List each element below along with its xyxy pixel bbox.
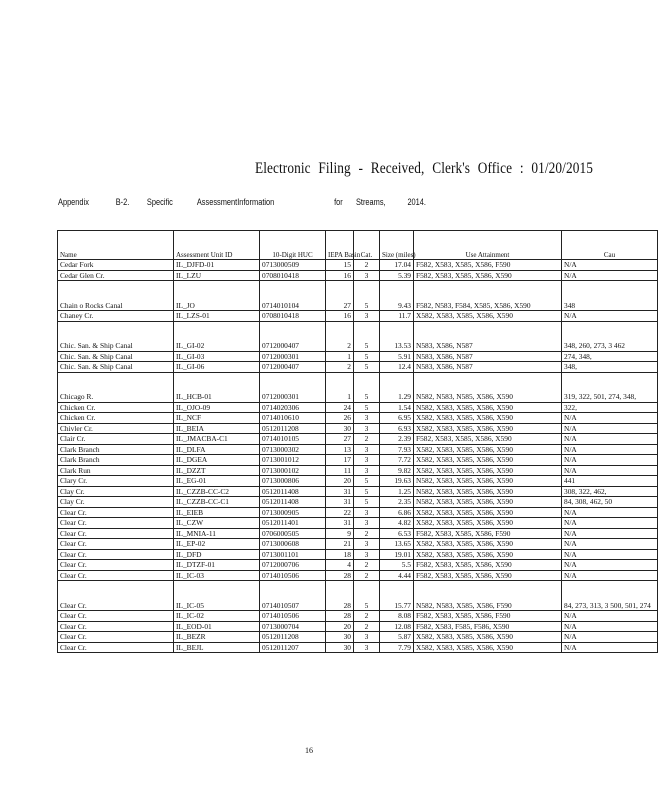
cell-unit-id: IL_DJFD-01	[174, 260, 260, 271]
cell-cause: N/A	[562, 434, 658, 445]
cell-cause: N/A	[562, 444, 658, 455]
cell-unit-id: IL_HCB-01	[174, 372, 260, 402]
column-header-unit-id: Assessment Unit ID	[174, 231, 260, 260]
cell-use-attainment: F582, X583, X585, X586, X590	[414, 434, 562, 445]
cell-size: 5.91	[380, 351, 414, 362]
cell-basin: 31	[326, 497, 354, 508]
appendix-title-part: B-2.	[115, 197, 130, 208]
cell-category: 5	[354, 281, 380, 311]
appendix-title-part: for	[334, 197, 343, 208]
cell-use-attainment: F582, X583, X585, X586, F590	[414, 611, 562, 622]
column-header-size: Size (miles)	[380, 231, 414, 260]
cell-name: Chicago R.	[58, 372, 174, 402]
cell-basin: 11	[326, 465, 354, 476]
cell-huc: 0712000706	[260, 560, 326, 571]
column-header-cause: Cau	[562, 231, 658, 260]
cell-size: 1.25	[380, 486, 414, 497]
cell-size: 6.93	[380, 423, 414, 434]
page-number: 16	[305, 746, 313, 755]
cell-use-attainment: F582, X583, F585, F586, X590	[414, 621, 562, 632]
cell-name: Clay Cr.	[58, 486, 174, 497]
cell-basin: 26	[326, 413, 354, 424]
cell-use-attainment: X582, X583, X585, X586, X590	[414, 444, 562, 455]
cell-unit-id: IL_DFD	[174, 549, 260, 560]
cell-cause: N/A	[562, 311, 658, 322]
cell-name: Clark Branch	[58, 444, 174, 455]
table-row	[58, 455, 658, 466]
cell-basin: 24	[326, 402, 354, 413]
cell-huc: 0714010104	[260, 281, 326, 311]
cell-huc: 0714010105	[260, 434, 326, 445]
cell-size: 9.43	[380, 281, 414, 311]
cell-basin: 27	[326, 281, 354, 311]
cell-size: 1.54	[380, 402, 414, 413]
cell-use-attainment: X582, X583, X585, X586, X590	[414, 455, 562, 466]
cell-basin: 21	[326, 539, 354, 550]
cell-unit-id: IL_DZZT	[174, 465, 260, 476]
cell-category: 5	[354, 321, 380, 351]
cell-basin: 30	[326, 632, 354, 643]
appendix-title-part: Appendix	[58, 197, 89, 208]
cell-use-attainment: X582, X583, X585, X586, X590	[414, 518, 562, 529]
cell-category: 5	[354, 362, 380, 373]
cell-size: 11.7	[380, 311, 414, 322]
cell-basin: 2	[326, 321, 354, 351]
cell-basin: 31	[326, 486, 354, 497]
table-row	[58, 632, 658, 643]
cell-use-attainment: N582, X583, X585, X586, X590	[414, 497, 562, 508]
cell-huc: 0708010418	[260, 270, 326, 281]
cell-size: 6.86	[380, 507, 414, 518]
table-row	[58, 413, 658, 424]
header-word: Received,	[370, 160, 425, 177]
cell-category: 5	[354, 486, 380, 497]
cell-cause: N/A	[562, 632, 658, 643]
table-row	[58, 642, 658, 653]
cell-name: Clear Cr.	[58, 570, 174, 581]
cell-basin: 28	[326, 611, 354, 622]
cell-use-attainment: N582, X583, X585, X586, X590	[414, 402, 562, 413]
cell-use-attainment: X582, X583, X585, X586, X590	[414, 413, 562, 424]
cell-unit-id: IL_IC-03	[174, 570, 260, 581]
cell-basin: 27	[326, 434, 354, 445]
cell-cause: 322,	[562, 402, 658, 413]
cell-category: 3	[354, 507, 380, 518]
cell-huc: 0712000407	[260, 321, 326, 351]
cell-unit-id: IL_NCF	[174, 413, 260, 424]
cell-name: Chaney Cr.	[58, 311, 174, 322]
cell-cause: 348	[562, 281, 658, 311]
cell-use-attainment: N582, N583, N585, X586, X590	[414, 372, 562, 402]
cell-size: 7.79	[380, 642, 414, 653]
table-row	[58, 549, 658, 560]
appendix-title-part: 2014.	[407, 197, 426, 208]
cell-name: Chain o Rocks Canal	[58, 281, 174, 311]
cell-unit-id: IL_JO	[174, 281, 260, 311]
cell-basin: 9	[326, 528, 354, 539]
table-row	[58, 423, 658, 434]
cell-name: Chicken Cr.	[58, 402, 174, 413]
cell-unit-id: IL_BEZR	[174, 632, 260, 643]
cell-basin: 1	[326, 372, 354, 402]
cell-cause: N/A	[562, 455, 658, 466]
cell-category: 2	[354, 560, 380, 571]
cell-unit-id: IL_CZZB-CC-C1	[174, 497, 260, 508]
cell-cause: N/A	[562, 611, 658, 622]
cell-huc: 0713000608	[260, 539, 326, 550]
cell-size: 19.01	[380, 549, 414, 560]
cell-huc: 0714020306	[260, 402, 326, 413]
cell-size: 5.5	[380, 560, 414, 571]
cell-unit-id: IL_IC-02	[174, 611, 260, 622]
cell-name: Clay Cr.	[58, 497, 174, 508]
cell-unit-id: IL_DTZF-01	[174, 560, 260, 571]
cell-category: 3	[354, 311, 380, 322]
cell-cause: N/A	[562, 621, 658, 632]
cell-unit-id: IL_BEIA	[174, 423, 260, 434]
cell-basin: 20	[326, 476, 354, 487]
cell-unit-id: IL_LZS-01	[174, 311, 260, 322]
cell-size: 2.39	[380, 434, 414, 445]
assessment-table	[57, 230, 658, 653]
cell-category: 5	[354, 497, 380, 508]
cell-cause: 308, 322, 462,	[562, 486, 658, 497]
cell-category: 3	[354, 270, 380, 281]
header-word: -	[358, 160, 364, 177]
cell-huc: 0713000806	[260, 476, 326, 487]
cell-category: 5	[354, 476, 380, 487]
column-header-huc: 10-Digit HUC	[260, 231, 326, 260]
cell-basin: 1	[326, 351, 354, 362]
cell-use-attainment: X582, X583, X585, X586, X590	[414, 311, 562, 322]
table-row	[58, 497, 658, 508]
cell-huc: 0512011401	[260, 518, 326, 529]
cell-huc: 0512011208	[260, 632, 326, 643]
appendix-title-part: AssessmentInformation	[196, 197, 275, 208]
cell-unit-id: IL_BEJL	[174, 642, 260, 653]
cell-name: Chic. San. & Ship Canal	[58, 351, 174, 362]
table-row	[58, 434, 658, 445]
cell-basin: 31	[326, 518, 354, 529]
cell-use-attainment: X582, X583, X585, X586, X590	[414, 507, 562, 518]
cell-basin: 30	[326, 642, 354, 653]
cell-huc: 0512011408	[260, 486, 326, 497]
cell-category: 3	[354, 423, 380, 434]
table-body	[58, 260, 658, 653]
cell-category: 2	[354, 528, 380, 539]
cell-cause: N/A	[562, 465, 658, 476]
cell-cause: 348, 260, 273, 3 462	[562, 321, 658, 351]
cell-size: 8.08	[380, 611, 414, 622]
table-row	[58, 444, 658, 455]
cell-name: Chivler Cr.	[58, 423, 174, 434]
cell-category: 2	[354, 570, 380, 581]
cell-cause: 274, 348,	[562, 351, 658, 362]
cell-basin: 28	[326, 570, 354, 581]
cell-cause: 348,	[562, 362, 658, 373]
table-row	[58, 518, 658, 529]
cell-basin: 2	[326, 362, 354, 373]
cell-unit-id: IL_MNIA-11	[174, 528, 260, 539]
cell-basin: 4	[326, 560, 354, 571]
cell-huc: 0708010418	[260, 311, 326, 322]
header-word: Electronic	[255, 160, 311, 177]
cell-cause: 84, 273, 313, 3 500, 501, 274	[562, 581, 658, 611]
cell-huc: 0713000905	[260, 507, 326, 518]
cell-size: 12.08	[380, 621, 414, 632]
cell-size: 19.63	[380, 476, 414, 487]
table-row	[58, 362, 658, 373]
cell-name: Chic. San. & Ship Canal	[58, 321, 174, 351]
appendix-title-part: Specific	[146, 197, 173, 208]
cell-huc: 0512011408	[260, 497, 326, 508]
cell-huc: 0512011207	[260, 642, 326, 653]
table-row	[58, 507, 658, 518]
table-row	[58, 270, 658, 281]
cell-huc: 0713000302	[260, 444, 326, 455]
cell-use-attainment: F582, X583, X585, X586, F590	[414, 528, 562, 539]
cell-unit-id: IL_DGEA	[174, 455, 260, 466]
cell-use-attainment: X582, X583, X585, X586, X590	[414, 423, 562, 434]
table-row	[58, 611, 658, 622]
cell-huc: 0714010506	[260, 611, 326, 622]
table-row	[58, 311, 658, 322]
cell-name: Cedar Fork	[58, 260, 174, 271]
header-word: Office	[477, 160, 513, 177]
table-row	[58, 539, 658, 550]
cell-basin: 18	[326, 549, 354, 560]
header-word: Filing	[318, 160, 351, 177]
cell-huc: 0714010507	[260, 581, 326, 611]
cell-cause: N/A	[562, 539, 658, 550]
cell-size: 5.87	[380, 632, 414, 643]
cell-size: 13.65	[380, 539, 414, 550]
cell-unit-id: IL_CZZB-CC-C2	[174, 486, 260, 497]
cell-unit-id: IL_LZU	[174, 270, 260, 281]
cell-basin: 13	[326, 444, 354, 455]
cell-use-attainment: F582, X583, X585, X586, X590	[414, 270, 562, 281]
cell-name: Chic. San. & Ship Canal	[58, 362, 174, 373]
cell-use-attainment: F582, X583, X585, X586, X590	[414, 570, 562, 581]
header-word: Clerk's	[432, 160, 471, 177]
column-header-use-attainment: Use Attainment	[414, 231, 562, 260]
cell-unit-id: IL_GI-06	[174, 362, 260, 373]
cell-size: 4.44	[380, 570, 414, 581]
cell-unit-id: IL_EP-02	[174, 539, 260, 550]
cell-use-attainment: X582, X583, X585, X586, X590	[414, 642, 562, 653]
cell-basin: 16	[326, 270, 354, 281]
cell-name: Clark Branch	[58, 455, 174, 466]
header-word: :	[519, 160, 524, 177]
cell-use-attainment: N582, X583, X585, X586, X590	[414, 486, 562, 497]
cell-huc: 0713000704	[260, 621, 326, 632]
cell-name: Clair Cr.	[58, 434, 174, 445]
cell-size: 6.53	[380, 528, 414, 539]
cell-size: 7.72	[380, 455, 414, 466]
cell-cause: N/A	[562, 260, 658, 271]
cell-unit-id: IL_GI-03	[174, 351, 260, 362]
cell-size: 2.35	[380, 497, 414, 508]
cell-size: 1.29	[380, 372, 414, 402]
cell-name: Clear Cr.	[58, 539, 174, 550]
cell-cause: N/A	[562, 560, 658, 571]
column-header-name: Name	[58, 231, 174, 260]
cell-size: 13.53	[380, 321, 414, 351]
cell-category: 3	[354, 413, 380, 424]
cell-use-attainment: N583, X586, N587	[414, 362, 562, 373]
cell-use-attainment: X582, X583, X585, X586, X590	[414, 465, 562, 476]
cell-use-attainment: X582, X583, X585, X586, X590	[414, 632, 562, 643]
table-row	[58, 372, 658, 402]
cell-huc: 0713001012	[260, 455, 326, 466]
cell-size: 7.93	[380, 444, 414, 455]
cell-huc: 0512011208	[260, 423, 326, 434]
cell-name: Clear Cr.	[58, 560, 174, 571]
appendix-title-part: Streams,	[355, 197, 386, 208]
table-row	[58, 581, 658, 611]
cell-size: 4.82	[380, 518, 414, 529]
cell-use-attainment: N582, N583, X585, X586, F590	[414, 581, 562, 611]
cell-unit-id: IL_OJO-09	[174, 402, 260, 413]
cell-use-attainment: F582, N583, F584, X585, X586, X590	[414, 281, 562, 311]
cell-name: Clear Cr.	[58, 581, 174, 611]
cell-name: Clear Cr.	[58, 549, 174, 560]
cell-basin: 22	[326, 507, 354, 518]
cell-cause: N/A	[562, 507, 658, 518]
cell-name: Clear Cr.	[58, 611, 174, 622]
cell-unit-id: IL_GI-02	[174, 321, 260, 351]
cell-category: 5	[354, 402, 380, 413]
cell-name: Clear Cr.	[58, 632, 174, 643]
cell-unit-id: IL_JMACBA-C1	[174, 434, 260, 445]
cell-cause: N/A	[562, 528, 658, 539]
cell-huc: 0714010506	[260, 570, 326, 581]
cell-name: Cedar Glen Cr.	[58, 270, 174, 281]
column-header-category: Cat.	[354, 231, 380, 260]
cell-cause: 441	[562, 476, 658, 487]
cell-huc: 0712000407	[260, 362, 326, 373]
cell-size: 9.82	[380, 465, 414, 476]
table-row	[58, 351, 658, 362]
cell-use-attainment: N582, X583, X585, X586, X590	[414, 476, 562, 487]
cell-unit-id: IL_DLFA	[174, 444, 260, 455]
cell-category: 3	[354, 539, 380, 550]
cell-cause: N/A	[562, 549, 658, 560]
cell-huc: 0712000301	[260, 372, 326, 402]
cell-cause: N/A	[562, 642, 658, 653]
cell-unit-id: IL_EOD-01	[174, 621, 260, 632]
cell-category: 3	[354, 455, 380, 466]
table-row	[58, 528, 658, 539]
header-word: 01/20/2015	[531, 160, 593, 177]
table-header-row	[58, 231, 658, 260]
table-row	[58, 465, 658, 476]
cell-size: 6.95	[380, 413, 414, 424]
cell-huc: 0714010610	[260, 413, 326, 424]
cell-category: 2	[354, 611, 380, 622]
table-row	[58, 281, 658, 311]
cell-unit-id: IL_EIEB	[174, 507, 260, 518]
cell-category: 5	[354, 581, 380, 611]
cell-category: 3	[354, 518, 380, 529]
cell-name: Clear Cr.	[58, 507, 174, 518]
cell-unit-id: IL_CZW	[174, 518, 260, 529]
cell-size: 12.4	[380, 362, 414, 373]
cell-category: 3	[354, 549, 380, 560]
cell-size: 15.77	[380, 581, 414, 611]
cell-basin: 30	[326, 423, 354, 434]
cell-use-attainment: N583, X586, N587	[414, 351, 562, 362]
cell-cause: N/A	[562, 518, 658, 529]
cell-category: 3	[354, 642, 380, 653]
cell-name: Clear Cr.	[58, 518, 174, 529]
cell-cause: N/A	[562, 570, 658, 581]
assessment-table-container[interactable]	[57, 230, 651, 722]
cell-category: 3	[354, 465, 380, 476]
cell-huc: 0712000301	[260, 351, 326, 362]
cell-name: Clear Cr.	[58, 621, 174, 632]
cell-name: Chicken Cr.	[58, 413, 174, 424]
cell-size: 5.39	[380, 270, 414, 281]
cell-cause: 319, 322, 501, 274, 348,	[562, 372, 658, 402]
cell-basin: 28	[326, 581, 354, 611]
table-row	[58, 486, 658, 497]
filing-stamp-header	[255, 160, 601, 178]
table-row	[58, 402, 658, 413]
table-row	[58, 260, 658, 271]
table-row	[58, 476, 658, 487]
table-row	[58, 621, 658, 632]
cell-huc: 0713000509	[260, 260, 326, 271]
cell-name: Clary Cr.	[58, 476, 174, 487]
cell-use-attainment: F582, X583, X585, X586, F590	[414, 260, 562, 271]
cell-category: 2	[354, 260, 380, 271]
cell-category: 2	[354, 621, 380, 632]
table-row	[58, 570, 658, 581]
cell-cause: N/A	[562, 413, 658, 424]
cell-basin: 17	[326, 455, 354, 466]
cell-basin: 16	[326, 311, 354, 322]
cell-category: 5	[354, 372, 380, 402]
cell-category: 5	[354, 351, 380, 362]
cell-cause: N/A	[562, 270, 658, 281]
cell-unit-id: IL_IC-05	[174, 581, 260, 611]
cell-use-attainment: X582, X583, X585, X586, X590	[414, 539, 562, 550]
cell-huc: 0713000102	[260, 465, 326, 476]
table-row	[58, 560, 658, 571]
cell-unit-id: IL_EG-01	[174, 476, 260, 487]
cell-category: 3	[354, 444, 380, 455]
cell-cause: N/A	[562, 423, 658, 434]
cell-use-attainment: X582, X583, X585, X586, X590	[414, 549, 562, 560]
cell-cause: 84, 308, 462, 50	[562, 497, 658, 508]
cell-use-attainment: N583, X586, N587	[414, 321, 562, 351]
cell-huc: 0706000505	[260, 528, 326, 539]
cell-size: 17.04	[380, 260, 414, 271]
cell-huc: 0713001101	[260, 549, 326, 560]
cell-basin: 20	[326, 621, 354, 632]
cell-use-attainment: F582, X583, X585, X586, X590	[414, 560, 562, 571]
cell-category: 2	[354, 434, 380, 445]
cell-basin: 15	[326, 260, 354, 271]
cell-category: 3	[354, 632, 380, 643]
table-row	[58, 321, 658, 351]
cell-name: Clark Run	[58, 465, 174, 476]
cell-name: Clear Cr.	[58, 642, 174, 653]
column-header-basin: IEPA Basin	[326, 231, 354, 260]
cell-name: Clear Cr.	[58, 528, 174, 539]
